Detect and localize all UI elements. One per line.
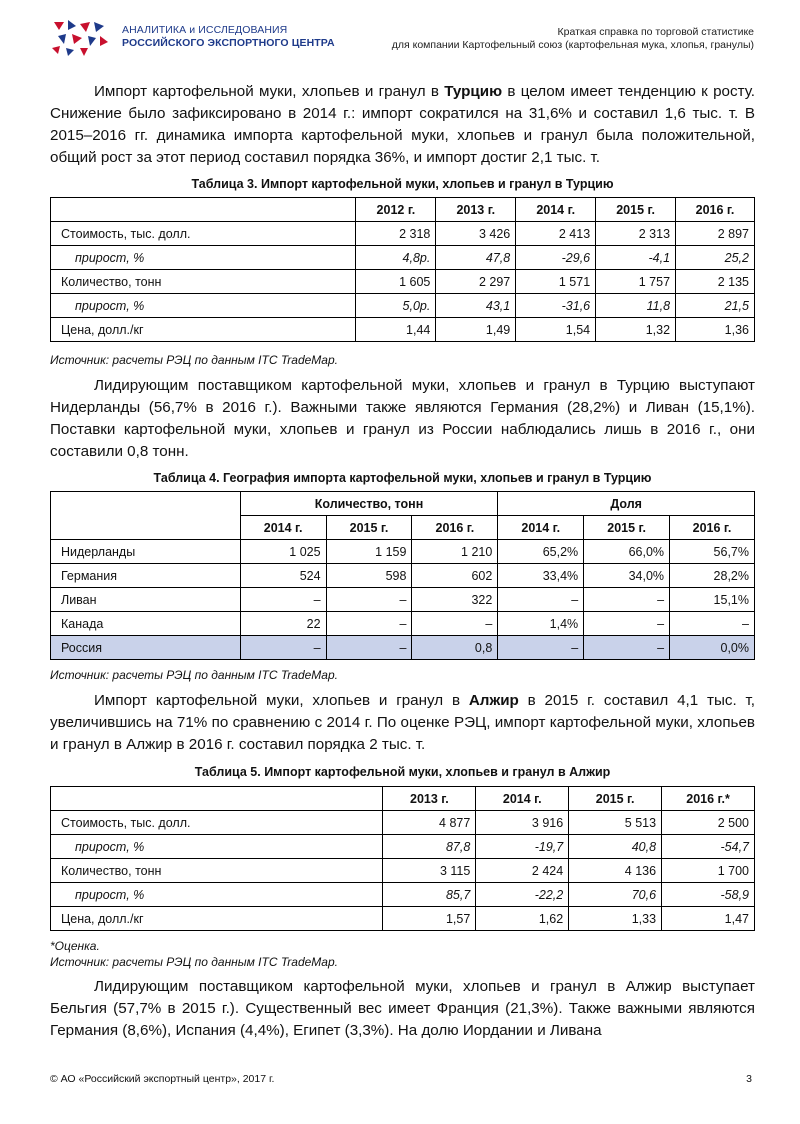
table4-cell: 65,2%	[498, 540, 584, 564]
table4-cell: 34,0%	[584, 564, 670, 588]
table4-cell: 28,2%	[670, 564, 755, 588]
table4-country-label: Россия	[51, 636, 241, 660]
table5-year-header: 2015 г.	[569, 787, 662, 811]
table5-cell: 4 136	[569, 859, 662, 883]
header-title-line-2: для компании Картофельный союз (картофельная мука, хлопья, гранулы)	[391, 39, 754, 51]
table5-cell: 4 877	[383, 811, 476, 835]
table3-row	[51, 318, 755, 342]
table3-cell: 43,1	[436, 294, 516, 318]
table4-year-header: 2014 г.	[240, 516, 326, 540]
table5-cell: 1,57	[383, 907, 476, 931]
table4-year-header: 2015 г.	[326, 516, 412, 540]
table3-row	[51, 294, 755, 318]
table3-row	[51, 246, 755, 270]
table5-row	[51, 835, 755, 859]
table4-cell: –	[498, 636, 584, 660]
table5-row-label: Количество, тонн	[51, 859, 383, 883]
table3-cell: 1 757	[596, 270, 676, 294]
table4-cell: 33,4%	[498, 564, 584, 588]
table4-cell: –	[498, 588, 584, 612]
page-number: 3	[746, 1073, 752, 1085]
footer-copyright: © АО «Российский экспортный центр», 2017 г.	[50, 1073, 275, 1085]
logo-line-2: РОССИЙСКОГО ЭКСПОРТНОГО ЦЕНТРА	[122, 37, 335, 49]
table4-cell: –	[670, 612, 755, 636]
table5-note: *Оценка.	[50, 939, 100, 953]
table4-cell: –	[412, 612, 498, 636]
table3-header-row	[51, 198, 755, 222]
table3-cell: -4,1	[596, 246, 676, 270]
table3-cell: 2 897	[676, 222, 755, 246]
table4-cell: 22	[240, 612, 326, 636]
table4-cell: –	[240, 636, 326, 660]
paragraph-algeria-suppliers: Лидирующим поставщиком картофельной муки, хлопьев и гранул в Алжир выступает Бельгия (57,7% в 2015 г.). Существенный вес имеет Франция (21,3%). Также важными являются Германия (8,6%), Испания (4,4%), Египет (3,3%). На долю Иордании и Ливана	[50, 978, 755, 1039]
logo-text	[122, 24, 335, 50]
table4-cell: 15,1%	[670, 588, 755, 612]
table3-cell: 3 426	[436, 222, 516, 246]
table4-cell: –	[584, 612, 670, 636]
table5-cell: 85,7	[383, 883, 476, 907]
table4-cell: 602	[412, 564, 498, 588]
table3-cell: 5,0р.	[356, 294, 436, 318]
table4-cell: 1 025	[240, 540, 326, 564]
table3-cell: 2 297	[436, 270, 516, 294]
table5-cell: -19,7	[476, 835, 569, 859]
table4	[50, 491, 755, 660]
table3-cell: 1,36	[676, 318, 755, 342]
table3-row-label: прирост, %	[51, 294, 356, 318]
table3-cell: -31,6	[516, 294, 596, 318]
table3-cell: 1 571	[516, 270, 596, 294]
logo-line-1: АНАЛИТИКА и ИССЛЕДОВАНИЯ	[122, 24, 288, 36]
table3-cell: 2 135	[676, 270, 755, 294]
table3-row-label: Стоимость, тыс. долл.	[51, 222, 356, 246]
table5-row	[51, 907, 755, 931]
table3-year-header: 2012 г.	[356, 198, 436, 222]
table4-cell: –	[326, 588, 412, 612]
table3-cell: -29,6	[516, 246, 596, 270]
para3-after: в 2015 г. составил 4,1 тыс. т, увеличившись на 71% по сравнению с 2014 г. По оценке РЭЦ, импорт картофельной муки, хлопьев и гранул в Алжир в 2016 г. составил порядка 2 тыс. т.	[50, 692, 755, 753]
table4-corner	[51, 492, 241, 540]
header-doc-title	[392, 26, 754, 52]
table5-cell: 2 424	[476, 859, 569, 883]
table4-year-header: 2016 г.	[412, 516, 498, 540]
table5-cell: -54,7	[662, 835, 755, 859]
table5-row	[51, 859, 755, 883]
table4-year-header: 2015 г.	[584, 516, 670, 540]
table4-cell: 66,0%	[584, 540, 670, 564]
table3-row-label: Количество, тонн	[51, 270, 356, 294]
table4-cell: 1,4%	[498, 612, 584, 636]
table5-cell: 3 115	[383, 859, 476, 883]
table3	[50, 197, 755, 342]
table3-cell: 1,32	[596, 318, 676, 342]
rec-logo-icon	[50, 18, 112, 58]
table3-cell: 1 605	[356, 270, 436, 294]
para3-before: Импорт картофельной муки, хлопьев и гранул в	[94, 692, 469, 709]
table3-corner	[51, 198, 356, 222]
table5	[50, 786, 755, 931]
table4-cell: –	[584, 636, 670, 660]
table4-cell: 1 159	[326, 540, 412, 564]
table4-group-share: Доля	[498, 492, 755, 516]
table5-caption: Таблица 5. Импорт картофельной муки, хлопьев и гранул в Алжир	[194, 765, 611, 779]
table5-cell: 2 500	[662, 811, 755, 835]
table3-row-label: прирост, %	[51, 246, 356, 270]
table4-cell: –	[326, 612, 412, 636]
table3-year-header: 2015 г.	[596, 198, 676, 222]
table4-year-header: 2014 г.	[498, 516, 584, 540]
table4-cell: –	[326, 636, 412, 660]
table3-cell: 2 413	[516, 222, 596, 246]
table3-year-header: 2013 г.	[436, 198, 516, 222]
table4-country-label: Германия	[51, 564, 241, 588]
table5-cell: 1,47	[662, 907, 755, 931]
table4-cell: 56,7%	[670, 540, 755, 564]
table5-year-header: 2016 г.*	[662, 787, 755, 811]
table4-cell: –	[240, 588, 326, 612]
table5-row-label: прирост, %	[51, 883, 383, 907]
paragraph-turkey-intro	[50, 81, 755, 169]
table5-row-label: Стоимость, тыс. долл.	[51, 811, 383, 835]
table4-group-row	[51, 492, 755, 516]
para1-before: Импорт картофельной муки, хлопьев и гранул в	[94, 83, 445, 100]
table5-row	[51, 883, 755, 907]
table5-corner	[51, 787, 383, 811]
table4-caption: Таблица 4. География импорта картофельной муки, хлопьев и гранул в Турцию	[153, 471, 652, 485]
table4-cell: 598	[326, 564, 412, 588]
header-title-line-1: Краткая справка по торговой статистике	[557, 26, 754, 38]
table5-cell: 40,8	[569, 835, 662, 859]
table4-cell: 1 210	[412, 540, 498, 564]
table3-cell: 11,8	[596, 294, 676, 318]
table5-cell: -58,9	[662, 883, 755, 907]
table5-cell: 1,62	[476, 907, 569, 931]
table5-cell: 1,33	[569, 907, 662, 931]
table5-cell: -22,2	[476, 883, 569, 907]
paragraph-turkey-suppliers: Лидирующим поставщиком картофельной муки, хлопьев и гранул в Турцию выступают Нидерланды (56,7% в 2016 г.). Важными также являются Германия (28,2%) и Ливан (15,1%). Поставки картофельной муки, хлопьев и гранул из России наблюдались лишь в 2016 г., они составили 0,8 тонн.	[50, 377, 755, 460]
table5-year-header: 2014 г.	[476, 787, 569, 811]
table3-cell: 1,54	[516, 318, 596, 342]
table5-source: Источник: расчеты РЭЦ по данным ITC TradeMap.	[50, 955, 338, 969]
table5-year-header: 2013 г.	[383, 787, 476, 811]
table5-cell: 70,6	[569, 883, 662, 907]
para3-country: Алжир	[468, 692, 519, 709]
table3-row-label: Цена, долл./кг	[51, 318, 356, 342]
table3-row	[51, 222, 755, 246]
table3-cell: 1,44	[356, 318, 436, 342]
para1-country: Турцию	[444, 83, 503, 100]
table4-cell: 0,8	[412, 636, 498, 660]
table3-cell: 2 313	[596, 222, 676, 246]
table4-group-quantity: Количество, тонн	[240, 492, 498, 516]
table4-country-label: Ливан	[51, 588, 241, 612]
table4-row	[51, 612, 755, 636]
table3-cell: 47,8	[436, 246, 516, 270]
paragraph-algeria-intro	[50, 690, 755, 756]
table3-cell: 4,8р.	[356, 246, 436, 270]
table4-cell: 524	[240, 564, 326, 588]
table3-cell: 25,2	[676, 246, 755, 270]
table5-cell: 3 916	[476, 811, 569, 835]
table4-row	[51, 564, 755, 588]
table3-year-header: 2016 г.	[676, 198, 755, 222]
table3-cell: 1,49	[436, 318, 516, 342]
table4-cell: 322	[412, 588, 498, 612]
table3-year-header: 2014 г.	[516, 198, 596, 222]
table3-cell: 21,5	[676, 294, 755, 318]
table5-cell: 1 700	[662, 859, 755, 883]
table5-cell: 5 513	[569, 811, 662, 835]
table4-row	[51, 588, 755, 612]
table4-cell: 0,0%	[670, 636, 755, 660]
table3-row	[51, 270, 755, 294]
para1-after: в целом имеет тенденцию к росту. Снижение было зафиксировано в 2014 г.: импорт сократился на 31,6% и составил 1,6 тыс. т. В 2015–2016 гг. динамика импорта картофельной муки, хлопьев и гранул была положительной, общий рост за этот период составил порядка 36%, и импорт достиг 2,1 тыс. т.	[50, 83, 755, 166]
table4-source: Источник: расчеты РЭЦ по данным ITC TradeMap.	[50, 668, 338, 682]
table4-row-highlighted	[51, 636, 755, 660]
table4-country-label: Нидерланды	[51, 540, 241, 564]
table4-country-label: Канада	[51, 612, 241, 636]
page-header	[0, 0, 800, 70]
table4-cell: –	[584, 588, 670, 612]
table5-row	[51, 811, 755, 835]
table4-year-header: 2016 г.	[670, 516, 755, 540]
table5-header-row	[51, 787, 755, 811]
table4-row	[51, 540, 755, 564]
table3-cell: 2 318	[356, 222, 436, 246]
table5-row-label: Цена, долл./кг	[51, 907, 383, 931]
table5-row-label: прирост, %	[51, 835, 383, 859]
table5-cell: 87,8	[383, 835, 476, 859]
table3-source: Источник: расчеты РЭЦ по данным ITC TradeMap.	[50, 353, 338, 367]
table3-caption: Таблица 3. Импорт картофельной муки, хлопьев и гранул в Турцию	[191, 177, 614, 191]
